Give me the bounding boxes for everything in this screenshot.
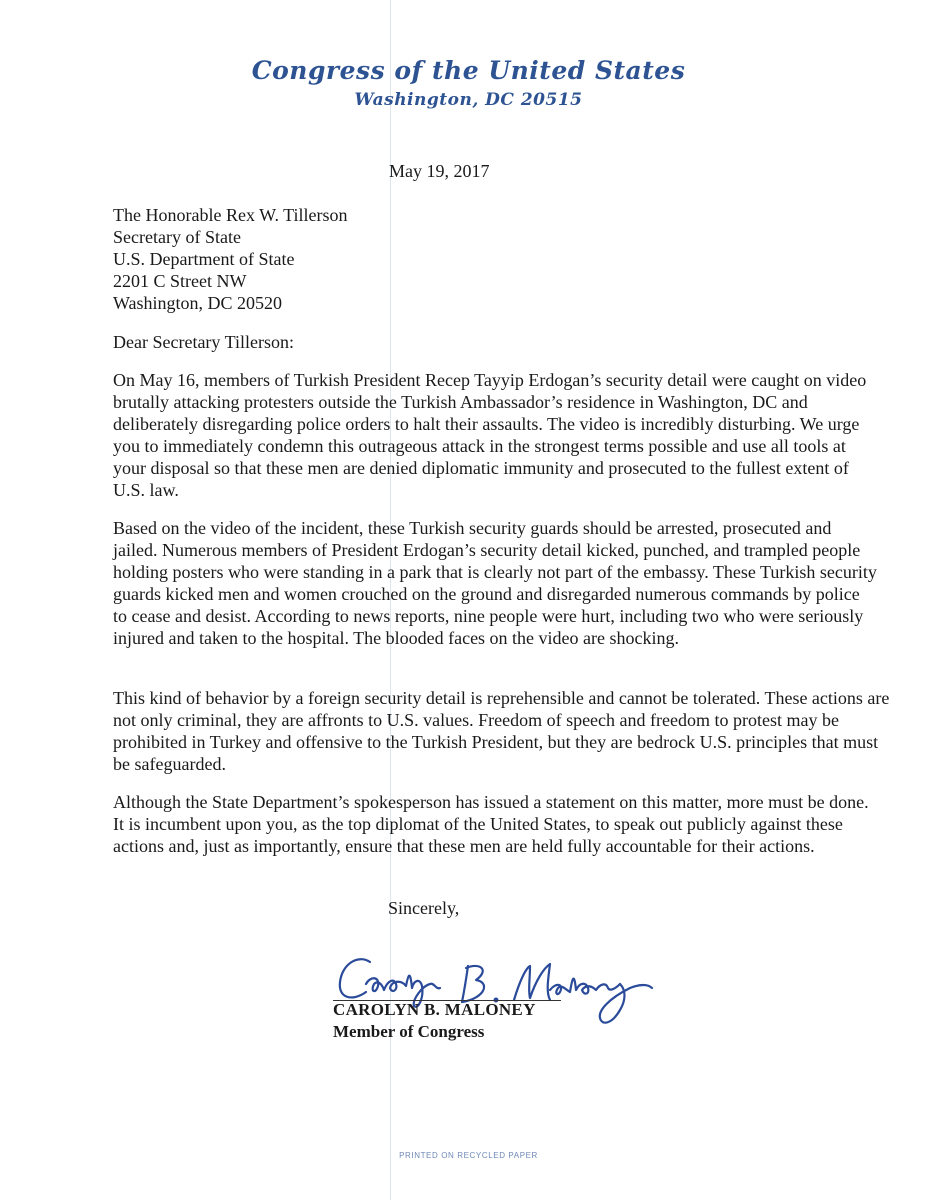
recipient-street: 2201 C Street NW [113,271,247,291]
recycled-paper-notice: PRINTED ON RECYCLED PAPER [399,1151,538,1160]
signer-title: Member of Congress [333,1022,485,1041]
letterhead-title: Congress of the United States [251,56,686,85]
letterhead [0,56,937,112]
letterhead-address: Washington, DC 20515 [354,90,583,110]
closing: Sincerely, [388,898,460,918]
paragraph-1: On May 16, members of Turkish President Recep Tayyip Erdogan’s security detail were caught on video brutally attacking protesters outside the Turkish Ambassador’s residence in Washington, DC and deliberately disregarding police orders to halt their assaults. The video is incredibly disturbing. We urge you to immediately condemn this outrageous attack in the strongest terms possible and use all tools at your disposal so that these men are denied diplomatic immunity and prosecuted to the fullest extent of U.S. law. [113,370,867,500]
recipient-department: U.S. Department of State [113,249,295,269]
recipient-address [113,204,913,314]
recipient-title: Secretary of State [113,227,241,247]
paragraph-2: Based on the video of the incident, these Turkish security guards should be arrested, prosecuted and jailed. Numerous members of President Erdogan’s security detail kicked, punched, and trampled people holding posters who were standing in a park that is clearly not part of the embassy. These Turkish security guards kicked men and women crouched on the ground and disregarded numerous commands by police to cease and desist. According to news reports, nine people were hurt, including two who were seriously injured and taken to the hospital. The blooded faces on the video are shocking. [113,518,877,648]
paragraph-3: This kind of behavior by a foreign security detail is reprehensible and cannot be tolerated. These actions are not only criminal, they are affronts to U.S. values. Freedom of speech and freedom to protest may be prohibited in Turkey and offensive to the Turkish President, but they are bedrock U.S. principles that must be safeguarded. [113,688,890,774]
recipient-name: The Honorable Rex W. Tillerson [113,205,348,225]
salutation: Dear Secretary Tillerson: [113,332,294,352]
letter-date: May 19, 2017 [389,161,490,181]
signer-name: CAROLYN B. MALONEY [333,1000,536,1019]
recipient-city: Washington, DC 20520 [113,293,283,313]
paragraph-4: Although the State Department’s spokesperson has issued a statement on this matter, more must be done. It is incumbent upon you, as the top diplomat of the United States, to speak out publicly against these actions and, just as importantly, ensure that these men are held fully accountable for their actions. [113,792,869,856]
